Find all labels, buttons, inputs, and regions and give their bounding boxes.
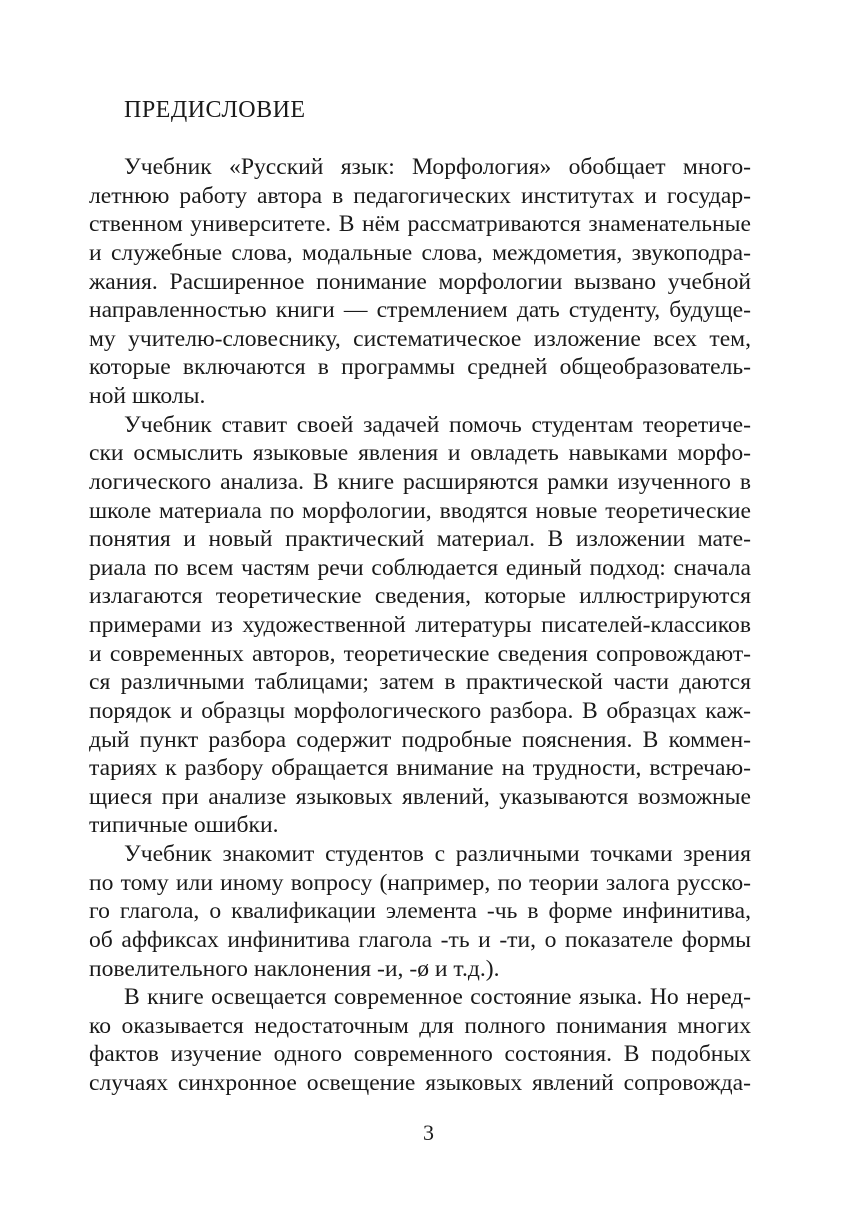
text-line: по тому или иному вопросу (например, по теории залога русско-: [89, 869, 751, 896]
text-line: В книге освещается современное состояние языка. Но неред-: [124, 984, 751, 1011]
text-line: и служебные слова, модальные слова, междометия, звукоподра-: [89, 239, 751, 266]
text-line: жания. Расширенное понимание морфологии вызвано учебной: [89, 268, 751, 295]
text-line: летнюю работу автора в педагогических институтах и государ-: [89, 182, 751, 209]
text-line: тариях к разбору обращается внимание на трудности, встречаю-: [89, 755, 751, 782]
text-line: ной школы.: [89, 383, 206, 409]
page-number: 3: [423, 1120, 434, 1145]
text-line: об аффиксах инфинитива глагола -ть и -ти, о показателе формы: [89, 926, 751, 953]
text-line: ко оказывается недостаточным для полного понимания многих: [89, 1012, 751, 1039]
text-line: му учителю-словеснику, систематическое изложение всех тем,: [89, 325, 751, 352]
text-line: риала по всем частям речи соблюдается единый подход: сначала: [89, 554, 751, 581]
text-line: которые включаются в программы средней общеобразователь-: [89, 354, 751, 381]
text-line: повелительного наклонения -и, -ø и т.д.).: [89, 955, 500, 982]
text-line: излагаются теоретические сведения, которые иллюстрируются: [89, 583, 751, 610]
text-line: ственном университете. В нём рассматриваются знаменательные: [89, 211, 751, 238]
text-line: дый пункт разбора содержит подробные пояснения. В коммен-: [89, 726, 751, 753]
text-line: и современных авторов, теоретические сведения сопровождают-: [89, 640, 751, 667]
text-line: примерами из художественной литературы писателей-классиков: [89, 612, 751, 638]
text-line: го глагола, о квалификации элемента -чь в форме инфинитива,: [89, 898, 751, 925]
text-line: школе материала по морфологии, вводятся новые теоретические: [89, 497, 751, 524]
body-text: [89, 153, 751, 1098]
text-line: Учебник знакомит студентов с различными точками зрения: [124, 841, 751, 867]
text-line: щиеся при анализе языковых явлений, указываются возможные: [89, 783, 751, 810]
text-line: порядок и образцы морфологического разбора. В образцах каж-: [89, 697, 751, 724]
text-line: понятия и новый практический материал. В изложении мате-: [89, 526, 751, 553]
text-line: логического анализа. В книге расширяются рамки изученного в: [89, 468, 751, 495]
text-line: типичные ошибки.: [89, 812, 279, 839]
text-line: направленностью книги — стремлением дать студенту, будуще-: [89, 297, 751, 324]
page-heading: ПРЕДИСЛОВИЕ: [124, 97, 306, 123]
text-line: случаях синхронное освещение языковых явлений сопровожда-: [89, 1070, 751, 1096]
text-line: ся различными таблицами; затем в практической части даются: [89, 669, 751, 696]
text-line: Учебник «Русский язык: Морфология» обобщает много-: [124, 154, 751, 180]
text-line: Учебник ставит своей задачей помочь студентам теоретиче-: [124, 411, 751, 438]
text-line: ски осмыслить языковые явления и овладеть навыками морфо-: [89, 440, 751, 467]
text-line: фактов изучение одного современного состояния. В подобных: [89, 1041, 751, 1068]
